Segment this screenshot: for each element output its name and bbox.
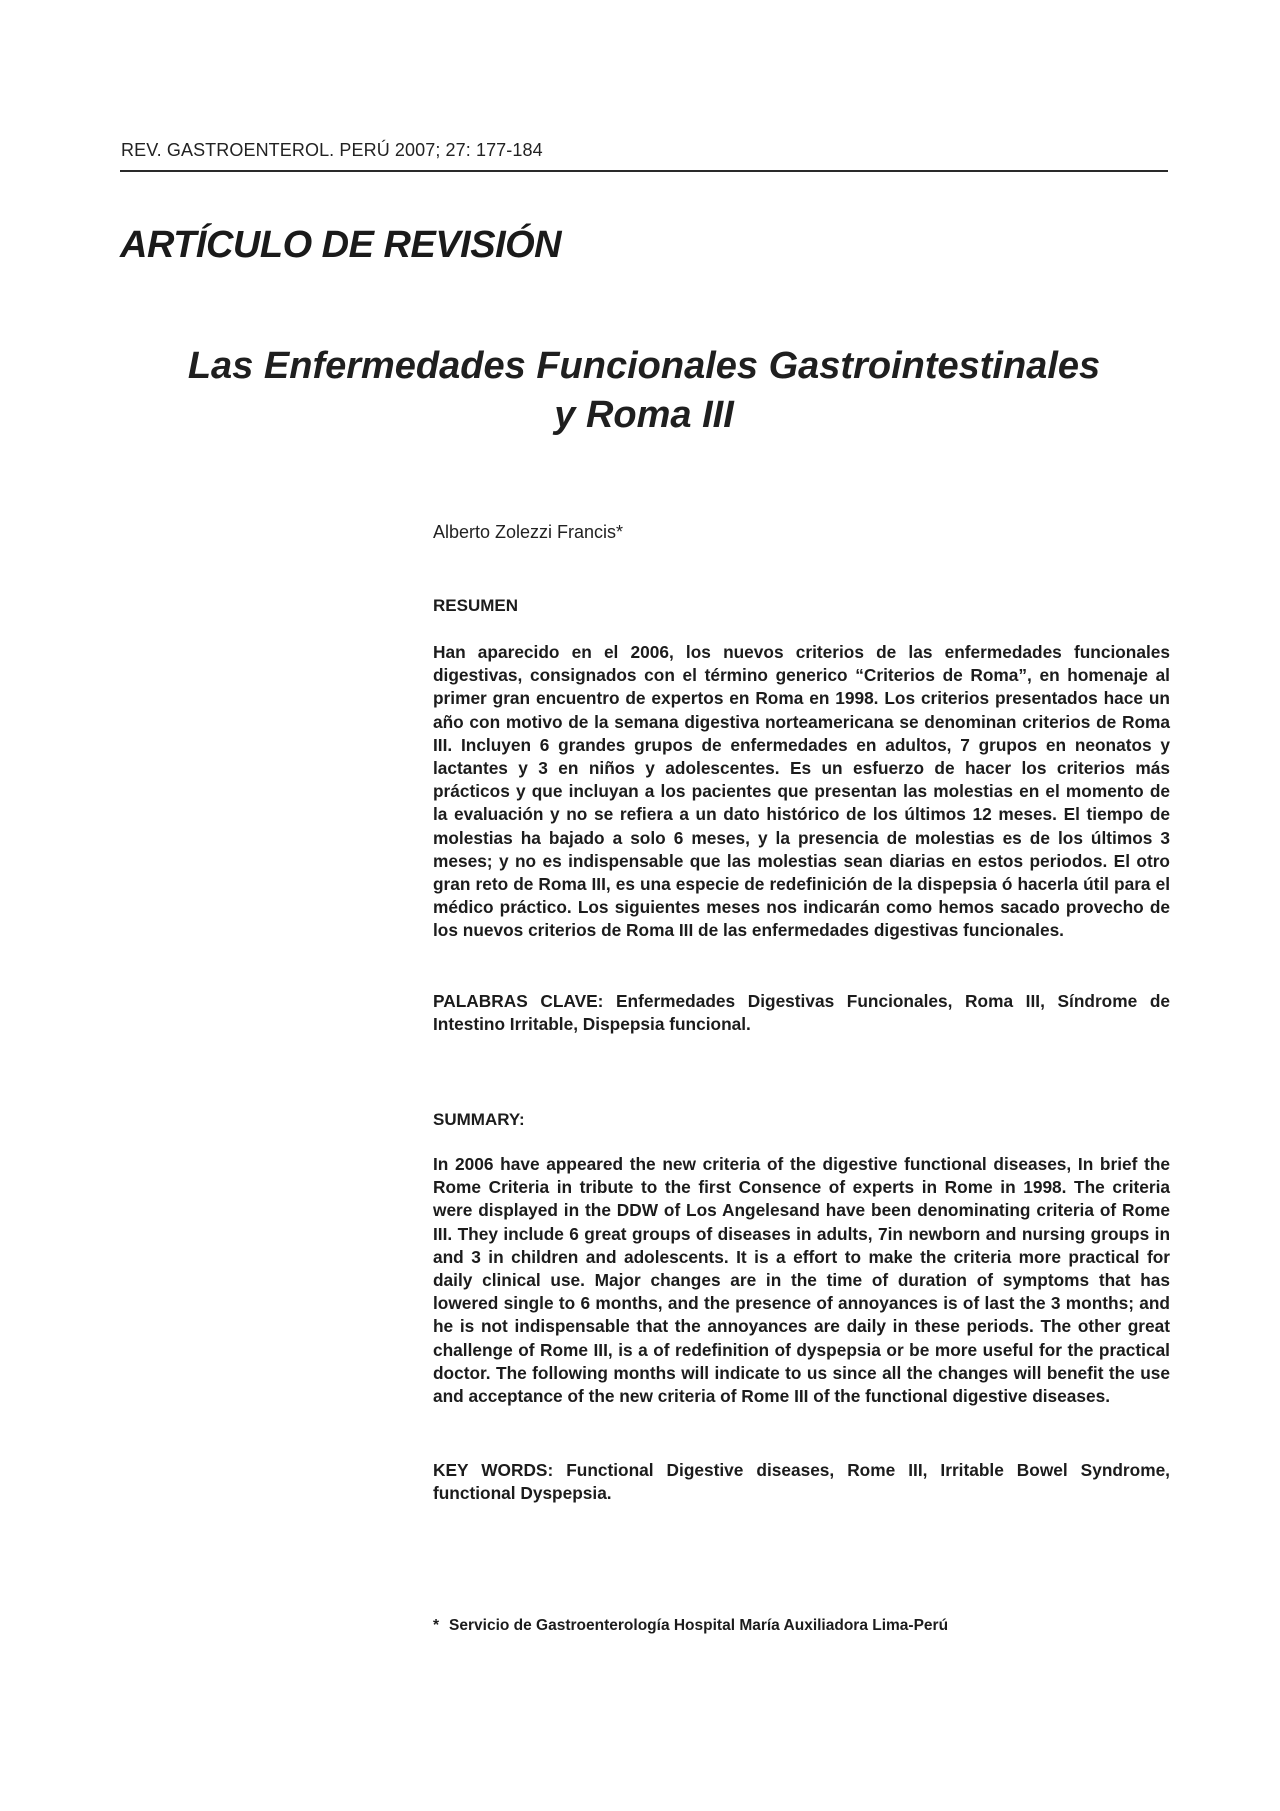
summary-body: In 2006 have appeared the new criteria of the digestive functional diseases, In brief the Rome Criteria in tribute to the first Consence of experts in Rome in 1998. The criteria were displayed in the DDW of Los Angelesand have been denominating criteria of Rome III. They include 6 great groups of diseases in adults, 7in newborn and nursing groups in and 3 in children and adolescents. It is a effort to make the criteria more practical for daily clinical use. Major changes are in the time of duration of symptoms that has lowered single to 6 months, and the presence of annoyances is of last the 3 months; and he is not indispensable that the annoyances are daily in these periods. The other great challenge of Rome III, is a of redefinition of dyspepsia or be more useful for the practical doctor. The following months will indicate to us since all the changes will benefit the use and acceptance of the new criteria of Rome III of the functional digestive diseases. — [433, 1154, 1170, 1407]
footnote-mark: * — [433, 1617, 440, 1634]
article-title-line-1: Las Enfermedades Funcionales Gastrointestinales — [187, 345, 1101, 387]
palabras-clave: PALABRAS CLAVE: Enfermedades Digestivas Funcionales, Roma III, Síndrome de Intestino Irritable, Dispepsia funcional. — [433, 991, 1170, 1035]
resumen-body: Han aparecido en el 2006, los nuevos criterios de las enfermedades funcionales digestivas, consignados con el término generico “Criterios de Roma”, en homenaje al primer gran encuentro de expertos en Roma en 1998. Los criterios presentados hace un año con motivo de la semana digestiva norteamericana se denominan criterios de Roma III. Incluyen 6 grandes grupos de enfermedades en adultos, 7 grupos en neonatos y lactantes y 3 en niños y adolescentes. Es un esfuerzo de hacer los criterios más prácticos y que incluyan a los pacientes que presentan las molestias en el momento de la evaluación y no se refiera a un dato histórico de los últimos 12 meses. El tiempo de molestias ha bajado a solo 6 meses, y la presencia de molestias es de los últimos 3 meses; y no es indispensable que las molestias sean diarias en estos periodos. El otro gran reto de Roma III, es una especie de redefinición de la dispepsia ó hacerla útil para el médico práctico. Los siguientes meses nos indicarán como hemos sacado provecho de los nuevos criterios de Roma III de las enfermedades digestivas funcionales. — [433, 642, 1170, 941]
header-rule — [120, 170, 1168, 172]
article-title-line-2: y Roma III — [554, 394, 734, 436]
key-words: KEY WORDS: Functional Digestive diseases, Rome III, Irritable Bowel Syndrome, functional Dyspepsia. — [433, 1460, 1170, 1504]
footnote-text: Servicio de Gastroenterología Hospital María Auxiliadora Lima-Perú — [449, 1617, 949, 1634]
author-name: Alberto Zolezzi Francis* — [433, 522, 624, 542]
summary-heading: SUMMARY: — [433, 1110, 525, 1129]
running-header: REV. GASTROENTEROL. PERÚ 2007; 27: 177-184 — [121, 140, 543, 160]
section-label: ARTÍCULO DE REVISIÓN — [120, 224, 562, 266]
article-title — [120, 342, 1168, 440]
footnote — [433, 1617, 1170, 1635]
resumen-heading: RESUMEN — [433, 596, 519, 615]
